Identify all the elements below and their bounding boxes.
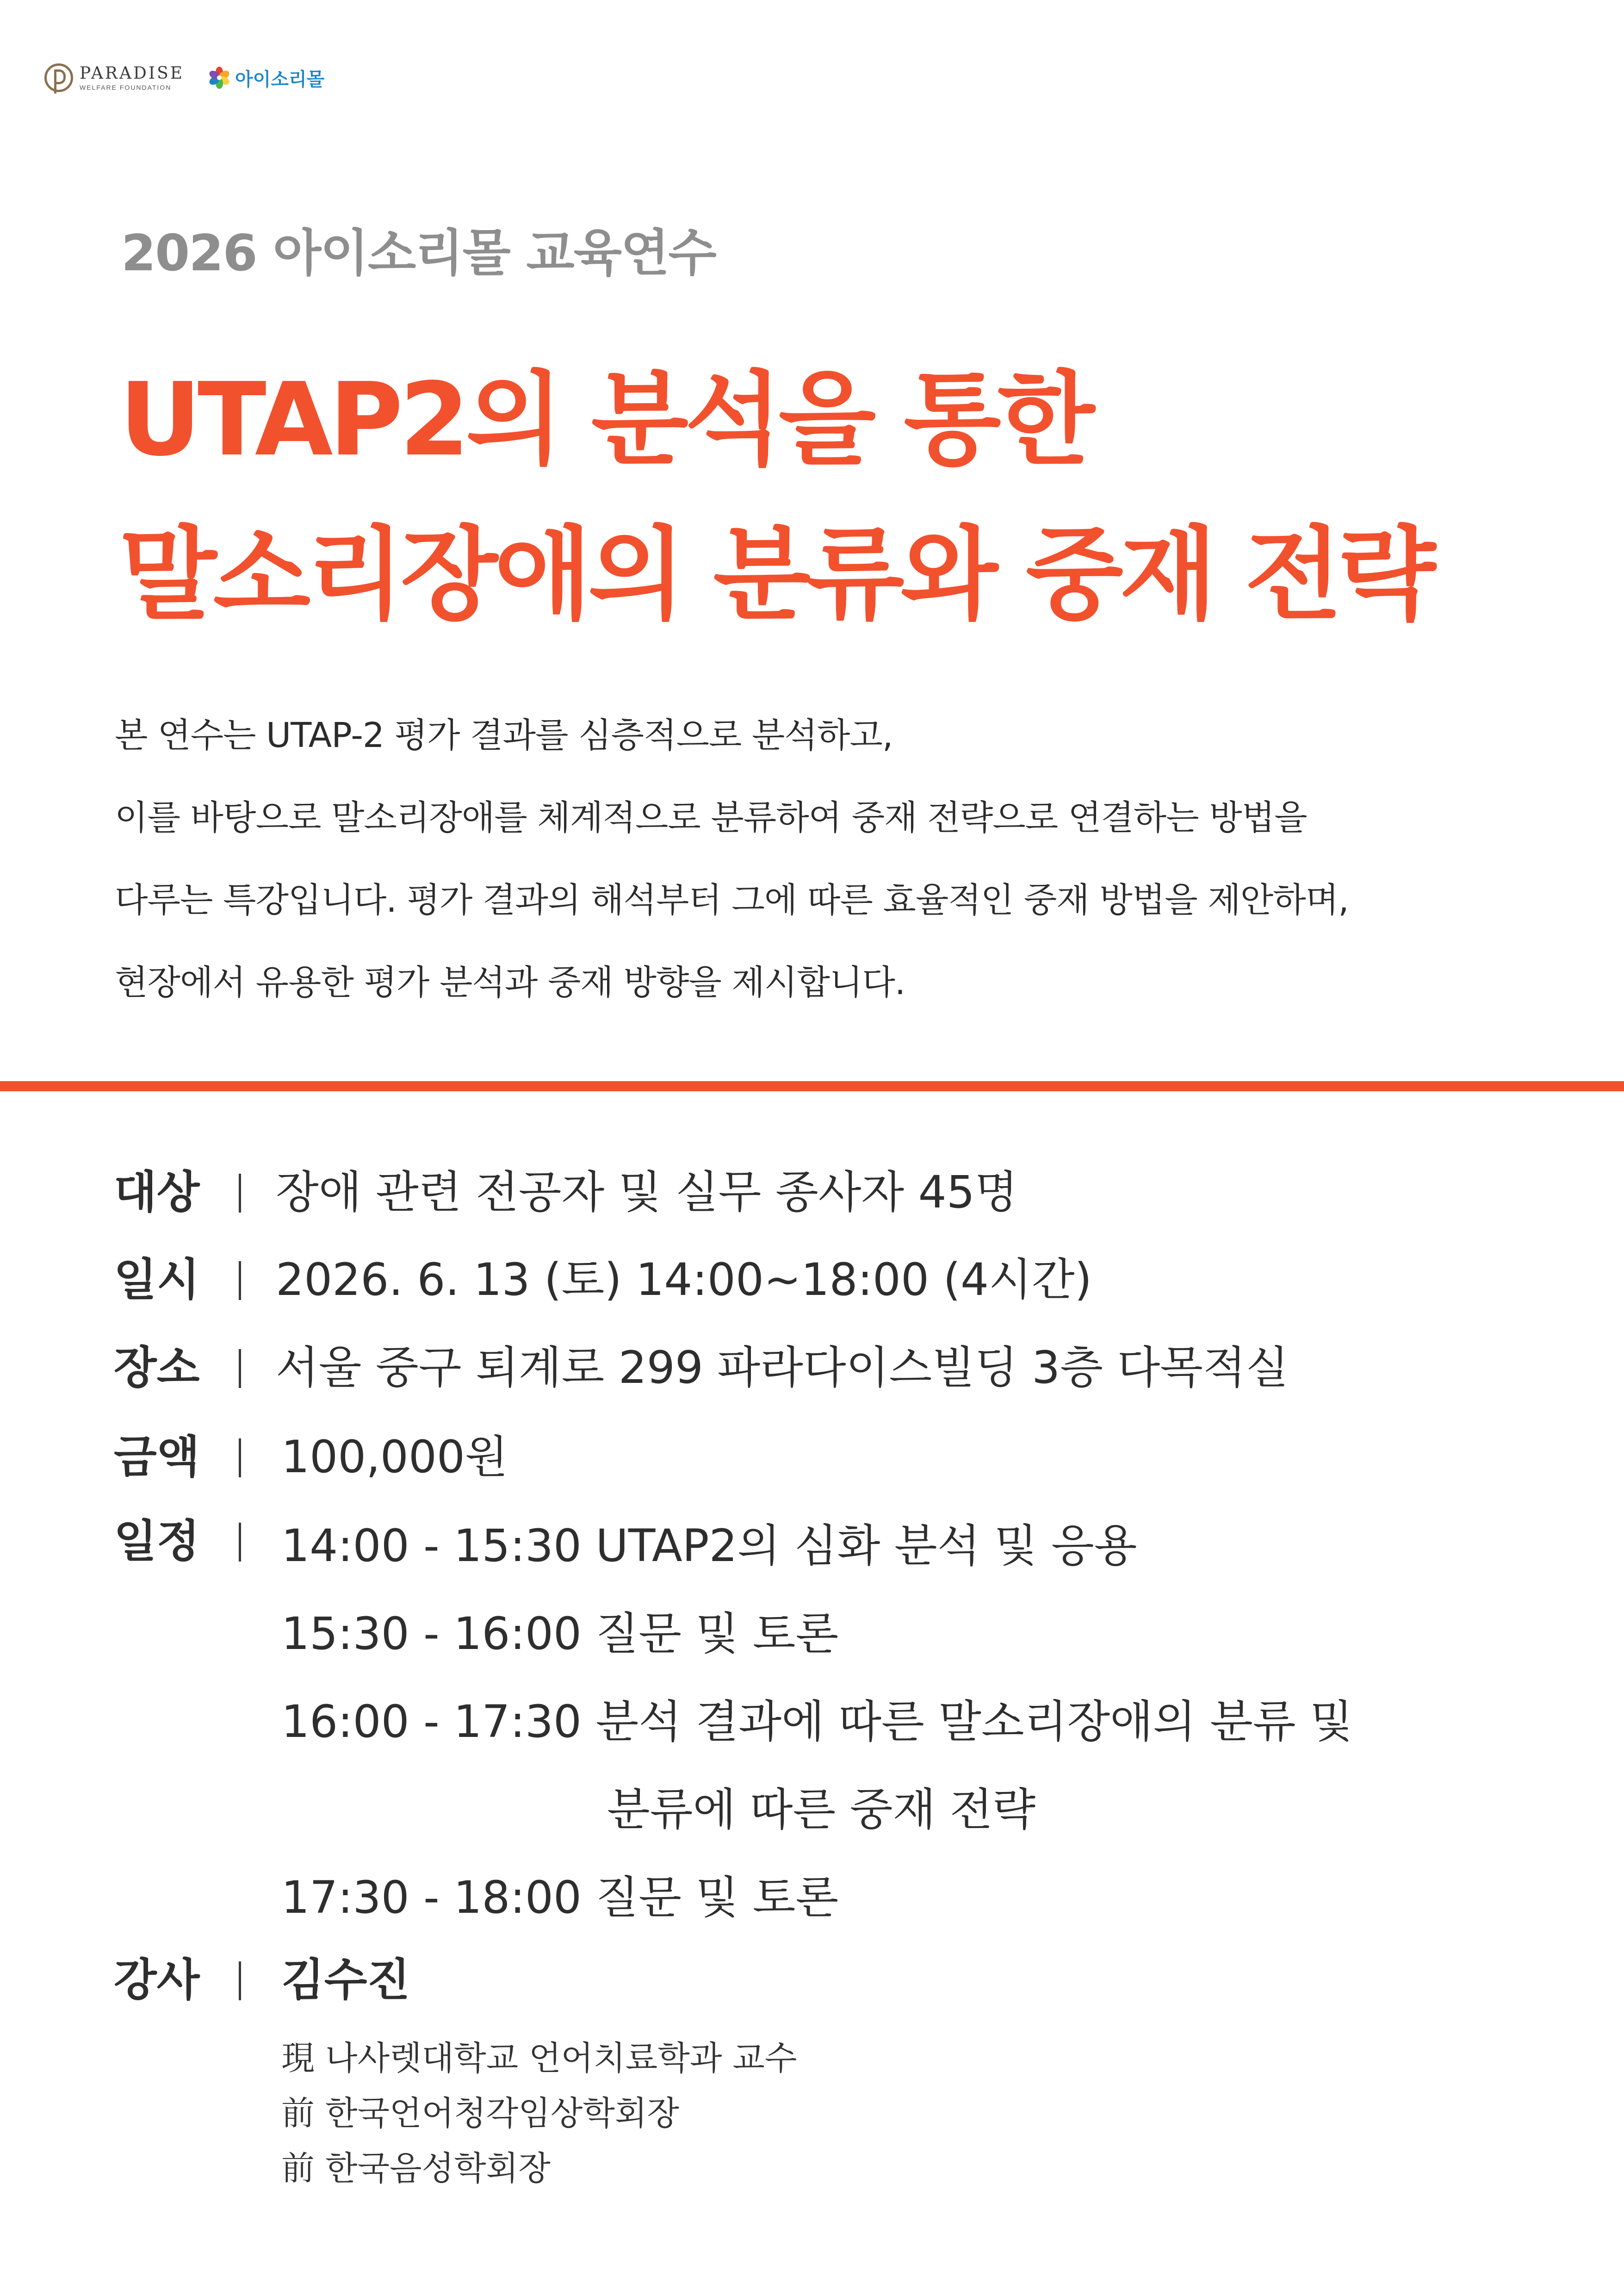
divider <box>0 1081 1624 1091</box>
paradise-wordmark <box>80 65 184 91</box>
target-value: 장애 관련 전공자 및 실무 종사자 45명 <box>276 1166 1018 1218</box>
event-subtitle: 2026 아이소리몰 교육연수 <box>121 224 716 282</box>
lecturer-name: 김수진 <box>281 1954 410 2006</box>
schedule-item-continued: 분류에 따른 중재 전략 <box>607 1784 1036 1836</box>
separator <box>239 1961 241 2000</box>
schedule-item: 16:00 - 17:30 분석 결과에 따른 말소리장애의 분류 및 <box>281 1696 1353 1748</box>
description <box>115 694 1558 1024</box>
isorimall-name: 아이소리몰 <box>235 68 325 90</box>
description-line: 다루는 특강입니다. 평가 결과의 해석부터 그에 따른 효율적인 중재 방법을 제안하며, <box>115 880 1349 920</box>
info-row-lecturer <box>0 1948 1624 2012</box>
datetime-label: 일시 <box>114 1254 200 1306</box>
description-line: 이를 바탕으로 말소리장애를 체계적으로 분류하여 중재 전략으로 연결하는 방법을 <box>115 798 1307 838</box>
description-line: 본 연수는 UTAP-2 평가 결과를 심층적으로 분석하고, <box>115 716 893 755</box>
schedule-item: 17:30 - 18:00 질문 및 토론 <box>281 1872 839 1923</box>
place-label: 장소 <box>114 1342 200 1394</box>
target-label: 대상 <box>114 1166 200 1218</box>
fee-label: 금액 <box>114 1431 200 1483</box>
fee-value: 100,000원 <box>281 1431 508 1483</box>
paradise-name: PARADISE <box>80 63 185 83</box>
info-row-place <box>0 1335 1624 1400</box>
pinwheel-icon <box>207 66 231 90</box>
lecturer-label: 강사 <box>114 1954 200 2006</box>
info-row-fee <box>0 1425 1624 1489</box>
datetime-value: 2026. 6. 13 (토) 14:00~18:00 (4시간) <box>276 1254 1092 1306</box>
logo-bar <box>44 58 324 97</box>
separator <box>239 1438 241 1477</box>
lecturer-credential: 現 나사렛대학교 언어치료학과 교수 <box>281 2039 797 2078</box>
place-value: 서울 중구 퇴계로 299 파라다이스빌딩 3층 다목적실 <box>276 1342 1289 1394</box>
schedule-item: 15:30 - 16:00 질문 및 토론 <box>281 1608 839 1660</box>
info-row-datetime <box>0 1247 1624 1312</box>
info-row-target <box>0 1160 1624 1225</box>
title-line-2: 말소리장애의 분류와 중재 전략 <box>119 516 1432 634</box>
description-line: 현장에서 유용한 평가 분석과 중재 방향을 제시합니다. <box>115 963 905 1002</box>
separator <box>239 1261 241 1300</box>
schedule-item: 14:00 - 15:30 UTAP2의 심화 분석 및 응용 <box>281 1520 1137 1572</box>
lecturer-credential: 前 한국음성학회장 <box>281 2149 551 2188</box>
schedule-label: 일정 <box>114 1515 200 1567</box>
separator <box>239 1349 241 1388</box>
paradise-sub: WELFARE FOUNDATION <box>80 83 172 91</box>
paradise-logo <box>44 63 184 92</box>
paradise-p-icon <box>44 63 73 92</box>
main-title <box>119 342 1432 653</box>
separator <box>239 1523 241 1562</box>
isorimall-logo <box>207 65 324 91</box>
separator <box>239 1174 241 1213</box>
title-line-1: UTAP2의 분석을 통한 <box>119 361 1091 479</box>
lecturer-credential: 前 한국언어청각임상학회장 <box>281 2094 679 2133</box>
